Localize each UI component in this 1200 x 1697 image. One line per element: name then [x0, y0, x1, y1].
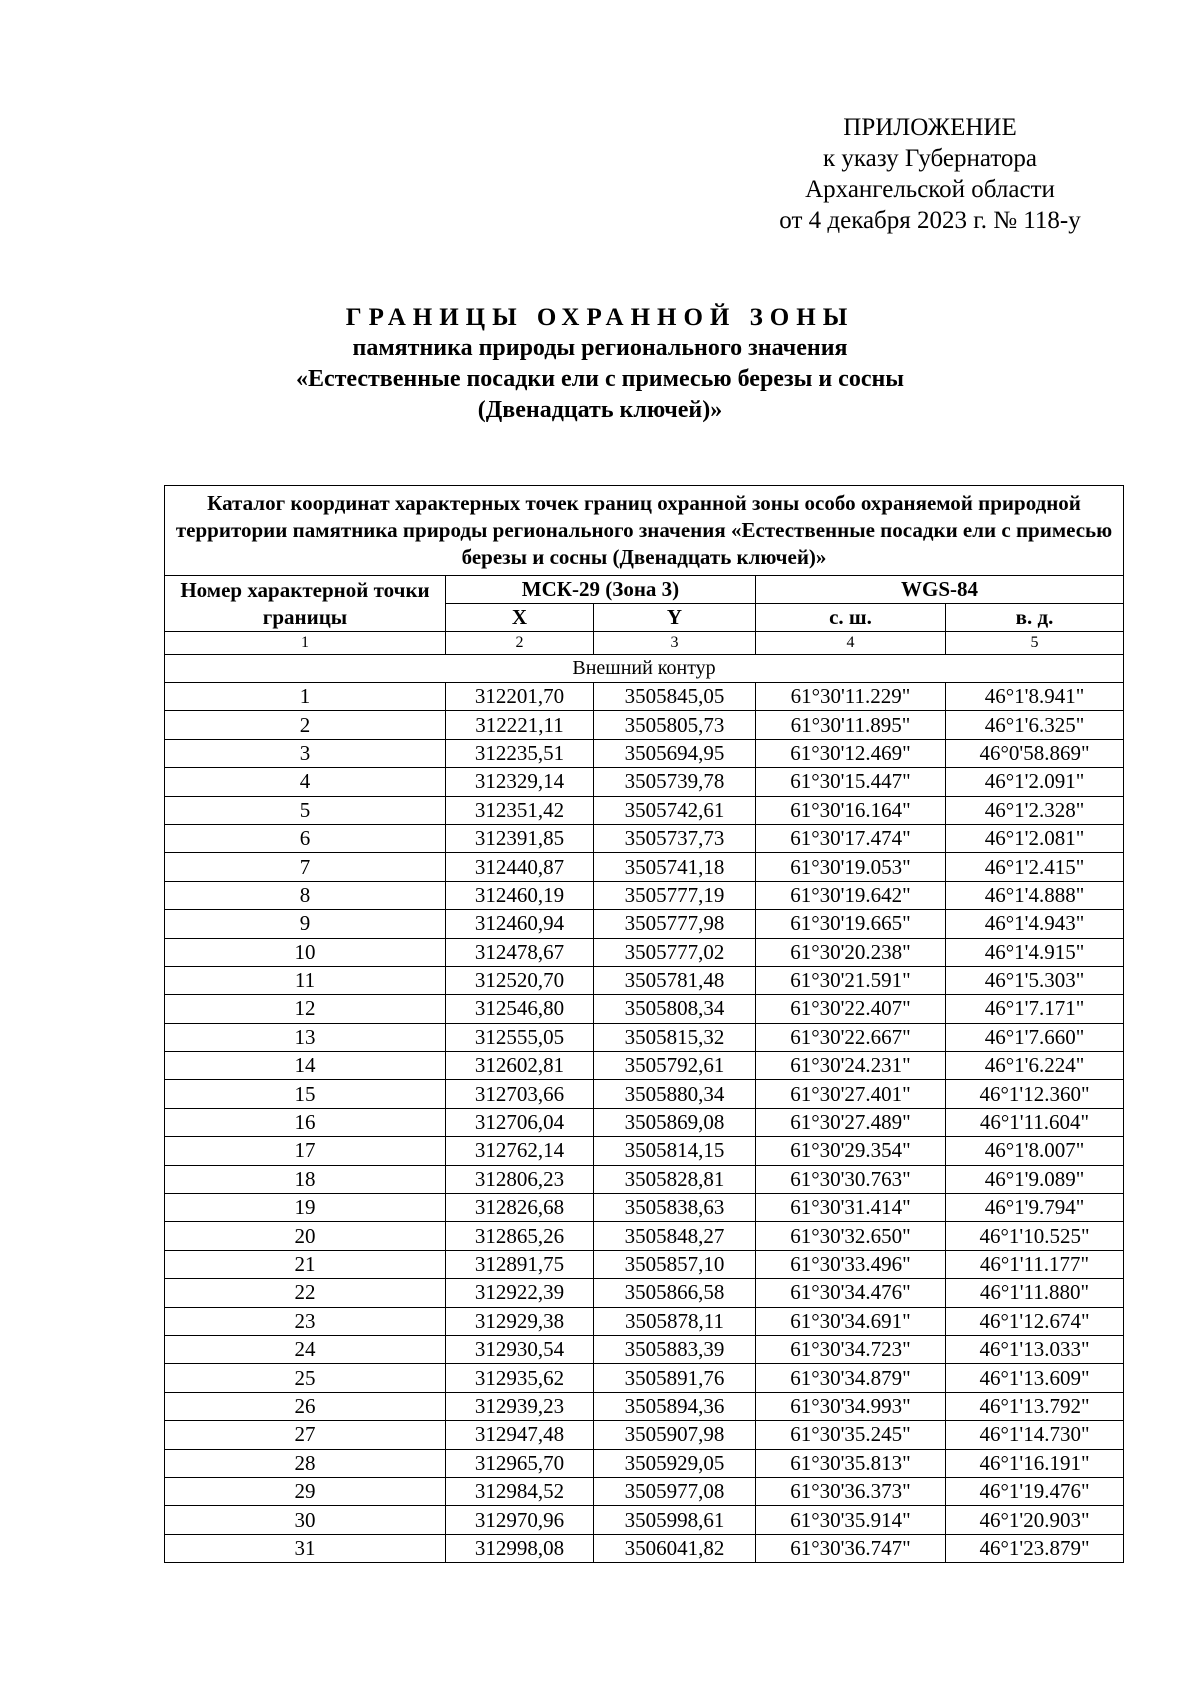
coord-x: 312984,52 [446, 1477, 594, 1505]
longitude: 46°1'9.794" [946, 1194, 1124, 1222]
coord-x: 312935,62 [446, 1364, 594, 1392]
coord-x: 312235,51 [446, 739, 594, 767]
coord-x: 312478,67 [446, 938, 594, 966]
coord-y: 3505777,02 [594, 938, 756, 966]
table-row [165, 1108, 1124, 1136]
coord-y: 3505737,73 [594, 824, 756, 852]
coord-y: 3505808,34 [594, 995, 756, 1023]
coord-y: 3505929,05 [594, 1449, 756, 1477]
longitude: 46°1'13.792" [946, 1392, 1124, 1420]
latitude: 61°30'30.763" [756, 1165, 946, 1193]
coord-x: 312201,70 [446, 683, 594, 711]
coord-y: 3505741,18 [594, 853, 756, 881]
coord-x: 312546,80 [446, 995, 594, 1023]
coord-x: 312520,70 [446, 966, 594, 994]
coord-x: 312930,54 [446, 1335, 594, 1363]
latitude: 61°30'34.993" [756, 1392, 946, 1420]
latitude: 61°30'27.489" [756, 1108, 946, 1136]
latitude: 61°30'35.245" [756, 1421, 946, 1449]
coord-y: 3505777,98 [594, 910, 756, 938]
table-row [165, 1222, 1124, 1250]
longitude: 46°1'2.415" [946, 853, 1124, 881]
coord-y: 3505739,78 [594, 768, 756, 796]
longitude: 46°1'13.033" [946, 1335, 1124, 1363]
longitude: 46°1'6.224" [946, 1052, 1124, 1080]
table-row [165, 1364, 1124, 1392]
coord-x: 312440,87 [446, 853, 594, 881]
latitude: 61°30'32.650" [756, 1222, 946, 1250]
coord-y: 3505828,81 [594, 1165, 756, 1193]
coord-y: 3505891,76 [594, 1364, 756, 1392]
column-group-msk: МСК-29 (Зона 3) [446, 576, 756, 604]
coord-x: 312555,05 [446, 1023, 594, 1051]
latitude: 61°30'29.354" [756, 1137, 946, 1165]
point-number: 31 [165, 1534, 446, 1562]
coord-x: 312947,48 [446, 1421, 594, 1449]
coord-y: 3505866,58 [594, 1279, 756, 1307]
latitude: 61°30'35.914" [756, 1506, 946, 1534]
point-number: 20 [165, 1222, 446, 1250]
point-number: 25 [165, 1364, 446, 1392]
latitude: 61°30'11.895" [756, 711, 946, 739]
coord-y: 3505777,19 [594, 881, 756, 909]
table-row [165, 1534, 1124, 1562]
column-header-latitude: с. ш. [756, 604, 946, 632]
contour-label: Внешний контур [165, 655, 1124, 683]
coord-x: 312460,19 [446, 881, 594, 909]
coord-x: 312762,14 [446, 1137, 594, 1165]
point-number: 30 [165, 1506, 446, 1534]
table-row [165, 711, 1124, 739]
appendix-line-date: от 4 декабря 2023 г. № 118-у [779, 207, 1081, 234]
point-number: 15 [165, 1080, 446, 1108]
coordinates-table [164, 485, 1124, 1563]
table-row [165, 1194, 1124, 1222]
coord-x: 312970,96 [446, 1506, 594, 1534]
longitude: 46°1'12.674" [946, 1307, 1124, 1335]
longitude: 46°1'23.879" [946, 1534, 1124, 1562]
column-index-row [165, 632, 1124, 655]
heading-line-4: (Двенадцать ключей)» [477, 397, 723, 423]
latitude: 61°30'24.231" [756, 1052, 946, 1080]
coord-x: 312965,70 [446, 1449, 594, 1477]
heading-line-3: «Естественные посадки ели с примесью березы и сосны [295, 366, 905, 392]
point-number: 9 [165, 910, 446, 938]
coord-y: 3505805,73 [594, 711, 756, 739]
appendix-block [700, 112, 1160, 236]
point-number: 23 [165, 1307, 446, 1335]
table-row [165, 881, 1124, 909]
column-index: 1 [165, 632, 446, 655]
table-row [165, 768, 1124, 796]
longitude: 46°1'5.303" [946, 966, 1124, 994]
coord-x: 312865,26 [446, 1222, 594, 1250]
longitude: 46°1'14.730" [946, 1421, 1124, 1449]
coord-y: 3505848,27 [594, 1222, 756, 1250]
longitude: 46°1'8.941" [946, 683, 1124, 711]
coord-y: 3505694,95 [594, 739, 756, 767]
longitude: 46°1'11.177" [946, 1250, 1124, 1278]
table-row [165, 995, 1124, 1023]
table-row [165, 1307, 1124, 1335]
point-number: 1 [165, 683, 446, 711]
table-row [165, 853, 1124, 881]
coord-x: 312806,23 [446, 1165, 594, 1193]
point-number: 28 [165, 1449, 446, 1477]
table-row [165, 1080, 1124, 1108]
table-body [165, 632, 1124, 1563]
latitude: 61°30'16.164" [756, 796, 946, 824]
appendix-title: ПРИЛОЖЕНИЕ [843, 114, 1017, 141]
column-header-longitude: в. д. [946, 604, 1124, 632]
table-row [165, 1250, 1124, 1278]
column-header-y: Y [594, 604, 756, 632]
column-header-x: X [446, 604, 594, 632]
coord-y: 3505998,61 [594, 1506, 756, 1534]
longitude: 46°1'6.325" [946, 711, 1124, 739]
table-row [165, 1506, 1124, 1534]
coord-y: 3505907,98 [594, 1421, 756, 1449]
point-number: 7 [165, 853, 446, 881]
point-number: 13 [165, 1023, 446, 1051]
coord-y: 3505894,36 [594, 1392, 756, 1420]
contour-row [165, 655, 1124, 683]
coord-x: 312602,81 [446, 1052, 594, 1080]
coord-y: 3506041,82 [594, 1534, 756, 1562]
point-number: 12 [165, 995, 446, 1023]
coord-y: 3505977,08 [594, 1477, 756, 1505]
table-row [165, 1392, 1124, 1420]
coord-y: 3505878,11 [594, 1307, 756, 1335]
coord-y: 3505845,05 [594, 683, 756, 711]
point-number: 4 [165, 768, 446, 796]
latitude: 61°30'31.414" [756, 1194, 946, 1222]
table-row [165, 1137, 1124, 1165]
latitude: 61°30'19.642" [756, 881, 946, 909]
appendix-line-region: Архангельской области [805, 176, 1055, 203]
coord-y: 3505857,10 [594, 1250, 756, 1278]
point-number: 24 [165, 1335, 446, 1363]
coord-y: 3505742,61 [594, 796, 756, 824]
latitude: 61°30'34.723" [756, 1335, 946, 1363]
table-row [165, 1421, 1124, 1449]
latitude: 61°30'19.053" [756, 853, 946, 881]
latitude: 61°30'34.691" [756, 1307, 946, 1335]
coord-x: 312891,75 [446, 1250, 594, 1278]
table-row [165, 910, 1124, 938]
latitude: 61°30'17.474" [756, 824, 946, 852]
latitude: 61°30'11.229" [756, 683, 946, 711]
longitude: 46°1'19.476" [946, 1477, 1124, 1505]
point-number: 10 [165, 938, 446, 966]
table-row [165, 1279, 1124, 1307]
table-row [165, 1023, 1124, 1051]
longitude: 46°1'8.007" [946, 1137, 1124, 1165]
coord-y: 3505838,63 [594, 1194, 756, 1222]
longitude: 46°1'11.880" [946, 1279, 1124, 1307]
latitude: 61°30'34.879" [756, 1364, 946, 1392]
point-number: 3 [165, 739, 446, 767]
coord-y: 3505815,32 [594, 1023, 756, 1051]
longitude: 46°1'16.191" [946, 1449, 1124, 1477]
longitude: 46°1'10.525" [946, 1222, 1124, 1250]
latitude: 61°30'36.747" [756, 1534, 946, 1562]
point-number: 22 [165, 1279, 446, 1307]
coord-x: 312939,23 [446, 1392, 594, 1420]
coord-y: 3505880,34 [594, 1080, 756, 1108]
longitude: 46°1'20.903" [946, 1506, 1124, 1534]
point-number: 5 [165, 796, 446, 824]
latitude: 61°30'34.476" [756, 1279, 946, 1307]
table-row [165, 683, 1124, 711]
table-row [165, 739, 1124, 767]
coord-y: 3505781,48 [594, 966, 756, 994]
latitude: 61°30'22.667" [756, 1023, 946, 1051]
point-number: 18 [165, 1165, 446, 1193]
column-index: 2 [446, 632, 594, 655]
table-row [165, 1477, 1124, 1505]
table-row [165, 796, 1124, 824]
coord-x: 312998,08 [446, 1534, 594, 1562]
coord-x: 312329,14 [446, 768, 594, 796]
coord-y: 3505883,39 [594, 1335, 756, 1363]
latitude: 61°30'35.813" [756, 1449, 946, 1477]
coord-x: 312929,38 [446, 1307, 594, 1335]
coord-x: 312460,94 [446, 910, 594, 938]
table-row [165, 966, 1124, 994]
coord-x: 312826,68 [446, 1194, 594, 1222]
latitude: 61°30'19.665" [756, 910, 946, 938]
column-index: 4 [756, 632, 946, 655]
table-row [165, 1165, 1124, 1193]
longitude: 46°1'2.091" [946, 768, 1124, 796]
longitude: 46°1'12.360" [946, 1080, 1124, 1108]
appendix-line-decree: к указу Губернатора [822, 145, 1038, 172]
table-row [165, 824, 1124, 852]
point-number: 17 [165, 1137, 446, 1165]
coord-y: 3505814,15 [594, 1137, 756, 1165]
point-number: 21 [165, 1250, 446, 1278]
column-group-wgs: WGS-84 [756, 576, 1124, 604]
latitude: 61°30'22.407" [756, 995, 946, 1023]
point-number: 11 [165, 966, 446, 994]
coord-x: 312706,04 [446, 1108, 594, 1136]
column-index: 5 [946, 632, 1124, 655]
latitude: 61°30'27.401" [756, 1080, 946, 1108]
longitude: 46°1'11.604" [946, 1108, 1124, 1136]
point-number: 27 [165, 1421, 446, 1449]
longitude: 46°1'9.089" [946, 1165, 1124, 1193]
longitude: 46°1'7.171" [946, 995, 1124, 1023]
latitude: 61°30'15.447" [756, 768, 946, 796]
longitude: 46°1'2.328" [946, 796, 1124, 824]
document-heading [150, 302, 1050, 426]
column-header-point: Номер характерной точки границы [165, 576, 446, 632]
table-row [165, 938, 1124, 966]
longitude: 46°0'58.869" [946, 739, 1124, 767]
longitude: 46°1'13.609" [946, 1364, 1124, 1392]
point-number: 16 [165, 1108, 446, 1136]
coord-y: 3505792,61 [594, 1052, 756, 1080]
point-number: 8 [165, 881, 446, 909]
latitude: 61°30'12.469" [756, 739, 946, 767]
longitude: 46°1'4.888" [946, 881, 1124, 909]
point-number: 14 [165, 1052, 446, 1080]
document-title: ГРАНИЦЫ ОХРАННОЙ ЗОНЫ [345, 304, 855, 331]
point-number: 29 [165, 1477, 446, 1505]
coord-x: 312221,11 [446, 711, 594, 739]
coord-x: 312922,39 [446, 1279, 594, 1307]
latitude: 61°30'20.238" [756, 938, 946, 966]
latitude: 61°30'33.496" [756, 1250, 946, 1278]
coord-y: 3505869,08 [594, 1108, 756, 1136]
coord-x: 312703,66 [446, 1080, 594, 1108]
coord-x: 312391,85 [446, 824, 594, 852]
longitude: 46°1'7.660" [946, 1023, 1124, 1051]
longitude: 46°1'4.943" [946, 910, 1124, 938]
latitude: 61°30'21.591" [756, 966, 946, 994]
point-number: 6 [165, 824, 446, 852]
table-row [165, 1052, 1124, 1080]
heading-line-2: памятника природы регионального значения [352, 335, 848, 361]
point-number: 2 [165, 711, 446, 739]
coord-x: 312351,42 [446, 796, 594, 824]
column-index: 3 [594, 632, 756, 655]
longitude: 46°1'2.081" [946, 824, 1124, 852]
longitude: 46°1'4.915" [946, 938, 1124, 966]
latitude: 61°30'36.373" [756, 1477, 946, 1505]
table-row [165, 1335, 1124, 1363]
point-number: 19 [165, 1194, 446, 1222]
point-number: 26 [165, 1392, 446, 1420]
table-row [165, 1449, 1124, 1477]
table-caption: Каталог координат характерных точек границ охранной зоны особо охраняемой природной территории памятника природы регионального значения «Естественные посадки ели с примесью березы и сосны (Двенадцать ключей)» [165, 486, 1124, 576]
